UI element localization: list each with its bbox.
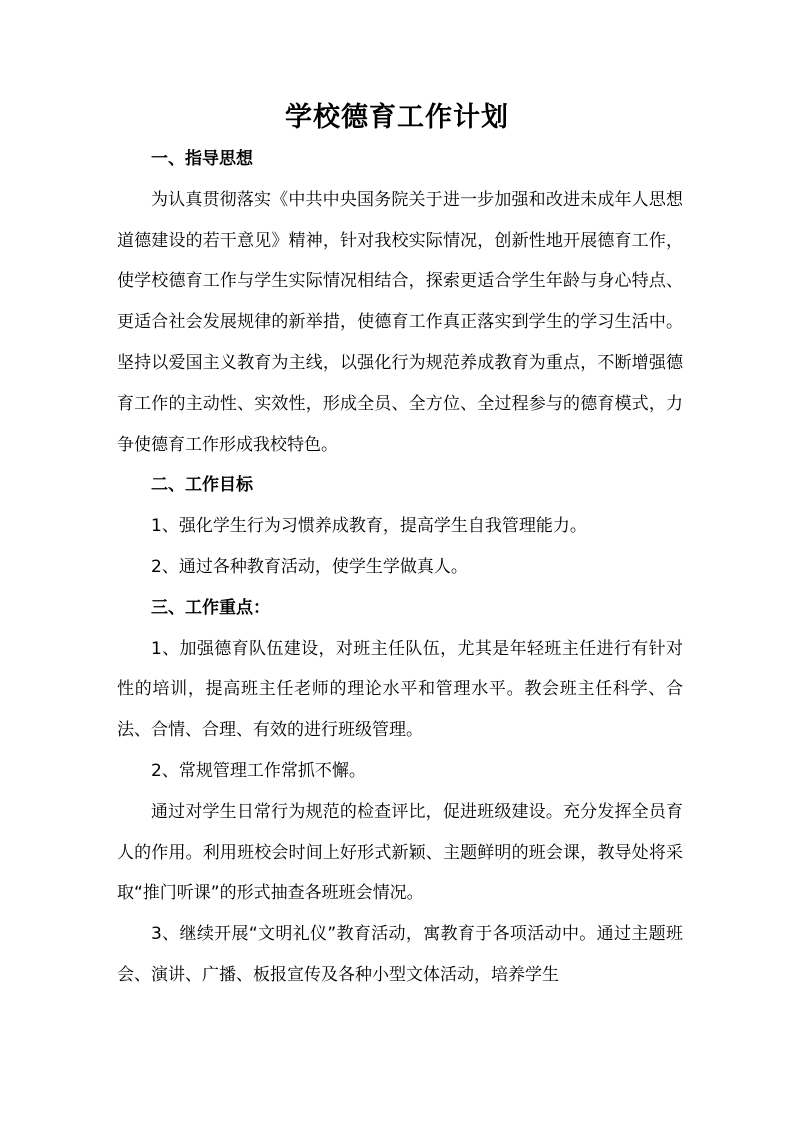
document-body (117, 139, 683, 996)
paragraph-focus-1: 1、加强德育队伍建设，对班主任队伍，尤其是年轻班主任进行有针对性的培训，提高班主任老师的理论水平和管理水平。教会班主任科学、合法、合情、合理、有效的进行班级管理。 (117, 638, 683, 741)
section-heading-work-goals: 二、工作目标 (151, 475, 253, 496)
paragraph-focus-2: 2、常规管理工作常抓不懈。 (151, 760, 366, 781)
section-heading-guiding-ideology: 一、指导思想 (151, 149, 253, 169)
section-heading-work-focus: 三、工作重点： (151, 597, 270, 618)
page-title: 学校德育工作计划 (285, 102, 509, 133)
paragraph-focus-3: 3、继续开展“文明礼仪”教育活动，寓教育于各项活动中。通过主题班会、演讲、广播、板报宣传及各种小型文体活动，培养学生 (117, 924, 683, 985)
paragraph-guiding-ideology: 为认真贯彻落实《中共中央国务院关于进一步加强和改进未成年人思想道德建设的若干意见》精神，针对我校实际情况，创新性地开展德育工作，使学校德育工作与学生实际情况相结合，探索更适合学生年龄与身心特点、更适合社会发展规律的新举措，使德育工作真正落实到学生的学习生活中。坚持以爱国主义教育为主线，以强化行为规范养成教育为重点，不断增强德育工作的主动性、实效性，形成全员、全方位、全过程参与的德育模式，力争使德育工作形成我校特色。 (117, 189, 683, 455)
paragraph-goal-1: 1、强化学生行为习惯养成教育，提高学生自我管理能力。 (151, 516, 587, 537)
paragraph-goal-2: 2、通过各种教育活动，使学生学做真人。 (151, 556, 468, 577)
paragraph-focus-2-detail: 通过对学生日常行为规范的检查评比，促进班级建设。充分发挥全员育人的作用。利用班校会时间上好形式新颖、主题鲜明的班会课，教导处将采取“推门听课”的形式抽查各班班会情况。 (117, 801, 683, 904)
